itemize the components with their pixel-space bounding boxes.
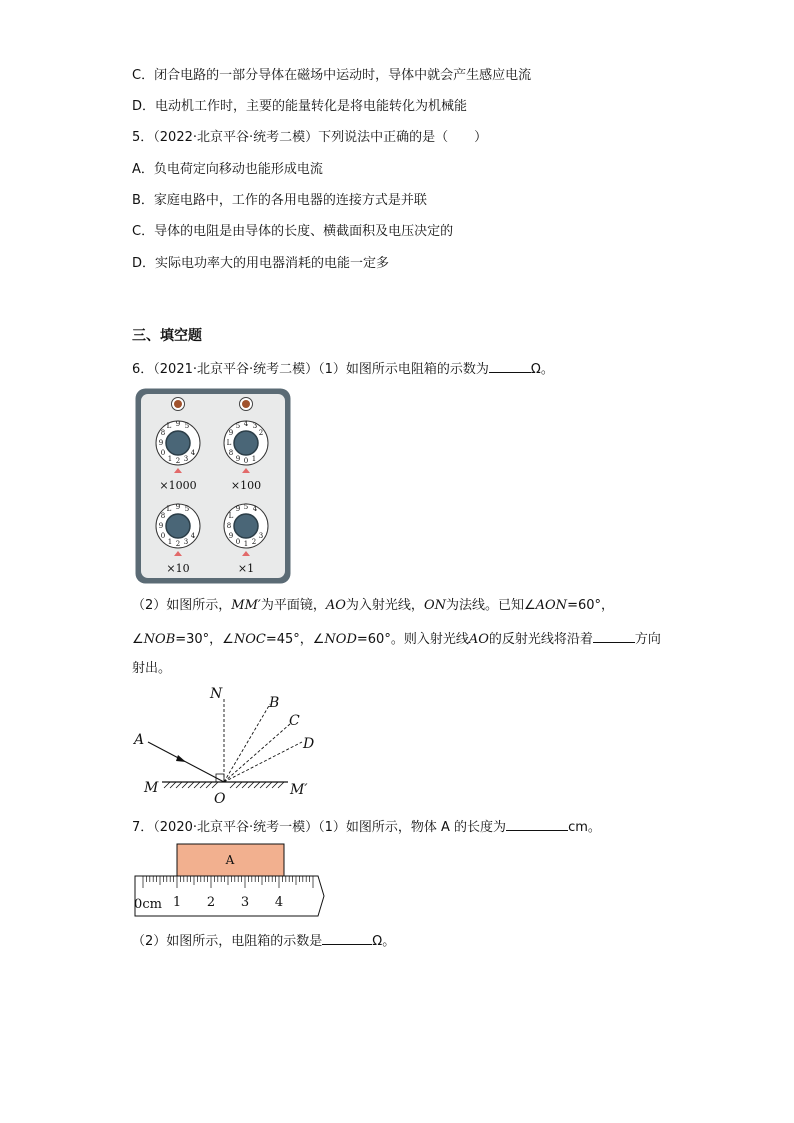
label-a: A: [134, 732, 145, 748]
ruler-label-2: 2: [206, 895, 216, 910]
section-title: 三、填空题: [132, 328, 202, 344]
svg-text:4: 4: [190, 449, 196, 457]
svg-text:3: 3: [252, 422, 258, 430]
q6-part1: [132, 360, 554, 378]
ruler-figure: [132, 842, 332, 922]
svg-text:0: 0: [243, 457, 249, 465]
q6-part2-blank[interactable]: [593, 630, 635, 643]
svg-text:9: 9: [235, 505, 241, 513]
q6-text: 为入射光线，: [345, 598, 424, 613]
svg-text:1: 1: [251, 455, 257, 463]
svg-text:3: 3: [183, 538, 189, 546]
q6-part1-suffix: Ω。: [530, 362, 554, 377]
q6-part1-blank[interactable]: [489, 360, 531, 373]
svg-text:8: 8: [226, 522, 232, 530]
q6-text: 的反射光线将沿着: [488, 632, 593, 647]
svg-text:5: 5: [235, 422, 241, 430]
svg-text:1: 1: [167, 538, 173, 546]
q5-option-d: D．实际电功率大的用电器消耗的电能一定多: [132, 256, 390, 271]
q6-var-nob: NOB: [143, 632, 176, 647]
label-d: D: [303, 736, 315, 752]
q6-var-noc: NOC: [233, 632, 266, 647]
svg-text:1: 1: [243, 540, 249, 548]
q7-part1-suffix: cm。: [568, 820, 601, 835]
q7-part1: [132, 818, 601, 836]
svg-text:9: 9: [228, 429, 234, 437]
svg-text:L: L: [226, 439, 232, 447]
multiplier-tens: ×10: [166, 562, 190, 575]
svg-text:3: 3: [258, 532, 264, 540]
svg-text:2: 2: [251, 538, 257, 546]
svg-text:8: 8: [160, 429, 166, 437]
q6-text: =60°。则入射光线: [356, 632, 469, 647]
ray-oc: [224, 724, 290, 782]
q6-var-on: ON: [423, 598, 446, 613]
q6-text: 为法线。已知∠: [445, 598, 536, 613]
svg-text:4: 4: [252, 505, 258, 513]
q7-part2-suffix: Ω。: [372, 934, 396, 949]
q6-part2-line3: 射出。: [132, 661, 172, 676]
q6-var-nod: NOD: [324, 632, 357, 647]
q6-var-aon: AON: [535, 598, 568, 613]
svg-text:9: 9: [235, 455, 241, 463]
q6-text: =30°，∠: [175, 632, 234, 647]
svg-text:5: 5: [243, 503, 249, 511]
reflection-diagram: [130, 682, 330, 807]
svg-text:5: 5: [184, 505, 190, 513]
resistance-box-figure: [134, 387, 292, 585]
q6-text: =60°，: [567, 598, 614, 613]
q4-option-d: D．电动机工作时，主要的能量转化是将电能转化为机械能: [132, 99, 468, 114]
svg-text:9: 9: [158, 439, 164, 447]
q6-var-ao: AO: [325, 598, 346, 613]
multiplier-thousands: ×1000: [159, 479, 197, 492]
q6-part2-line1: [132, 598, 614, 614]
svg-text:9: 9: [158, 522, 164, 530]
q7-part2-blank[interactable]: [322, 932, 372, 945]
label-b: B: [269, 695, 280, 711]
q6-text: 方向: [634, 632, 661, 647]
svg-text:2: 2: [175, 457, 181, 465]
svg-text:4: 4: [243, 420, 249, 428]
q7-part2: [132, 932, 395, 950]
svg-text:9: 9: [175, 503, 181, 511]
label-n: N: [210, 686, 223, 702]
svg-text:8: 8: [228, 449, 234, 457]
q6-text: ∠: [132, 632, 144, 647]
svg-text:0: 0: [235, 538, 241, 546]
object-a-label: A: [225, 853, 235, 867]
mirror-hatching: [164, 782, 284, 788]
q7-part1-prefix: 7．（2020·北京平谷·统考一模）（1）如图所示，物体 A 的长度为: [132, 820, 507, 835]
multiplier-hundreds: ×100: [230, 479, 262, 492]
q5-stem: 5．（2022·北京平谷·统考二模）下列说法中正确的是（ ）: [132, 130, 488, 145]
svg-text:2: 2: [175, 540, 181, 548]
svg-text:0: 0: [160, 532, 166, 540]
svg-text:5: 5: [184, 422, 190, 430]
svg-text:4: 4: [190, 532, 196, 540]
svg-text:2: 2: [258, 429, 264, 437]
svg-text:9: 9: [175, 420, 181, 428]
terminal-right-icon: [240, 398, 253, 411]
q6-text: 为平面镜，: [260, 598, 326, 613]
ruler-label-0: 0cm: [134, 897, 162, 912]
svg-text:9: 9: [228, 532, 234, 540]
incident-arrow-icon: [176, 755, 186, 762]
ruler-label-3: 3: [240, 895, 250, 910]
svg-text:L: L: [228, 512, 234, 520]
ruler-label-4: 4: [274, 895, 284, 910]
svg-text:3: 3: [183, 455, 189, 463]
q7-part2-prefix: （2）如图所示，电阻箱的示数是: [132, 934, 323, 949]
svg-text:1: 1: [167, 455, 173, 463]
svg-text:L: L: [166, 422, 172, 430]
multiplier-ones: ×1: [237, 562, 255, 575]
q7-part1-blank[interactable]: [506, 818, 568, 831]
ruler-label-1: 1: [172, 895, 182, 910]
svg-text:8: 8: [160, 512, 166, 520]
label-c: C: [289, 713, 300, 729]
q5-option-a: A．负电荷定向移动也能形成电流: [132, 162, 323, 177]
q6-var-ao2: AO: [468, 632, 489, 647]
label-m: M: [144, 780, 159, 796]
svg-text:L: L: [166, 505, 172, 513]
q6-var-mm: MM′: [231, 598, 261, 613]
q6-part2-line2: [132, 630, 661, 648]
q4-option-c: C．闭合电路的一部分导体在磁场中运动时，导体中就会产生感应电流: [132, 68, 532, 83]
q6-text: =45°，∠: [265, 632, 325, 647]
q6-text: （2）如图所示，: [132, 598, 232, 613]
q5-option-b: B．家庭电路中，工作的各用电器的连接方式是并联: [132, 193, 427, 208]
q5-option-c: C．导体的电阻是由导体的长度、横截面积及电压决定的: [132, 224, 454, 239]
q6-part1-prefix: 6．（2021·北京平谷·统考二模）（1）如图所示电阻箱的示数为: [132, 362, 489, 377]
svg-text:0: 0: [160, 449, 166, 457]
terminal-left-icon: [172, 398, 185, 411]
label-m-prime: M′: [290, 782, 308, 798]
label-o: O: [214, 791, 226, 807]
